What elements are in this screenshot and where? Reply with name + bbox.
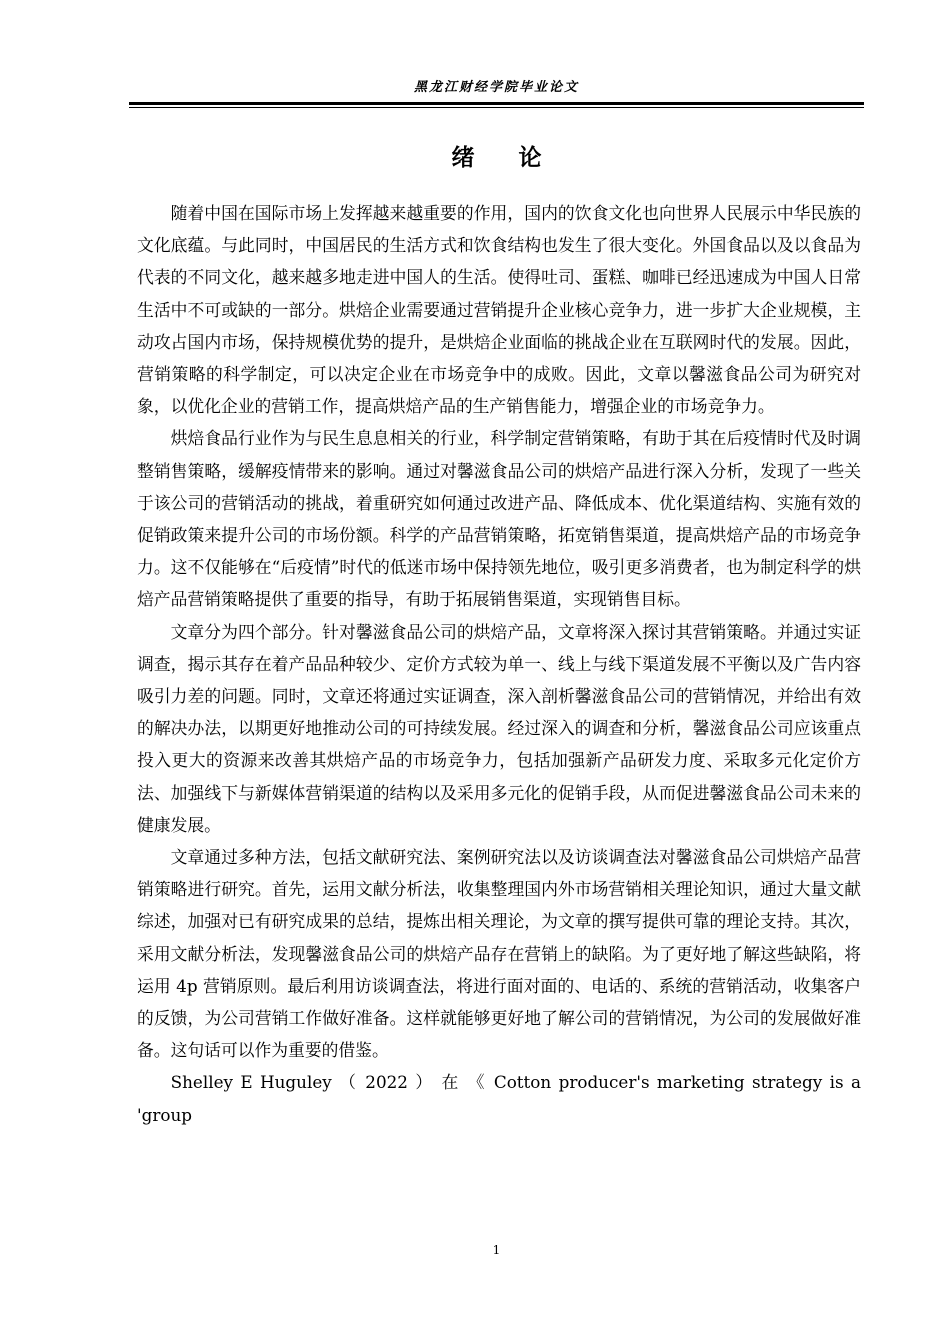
paragraph: Shelley E Huguley （ 2022 ） 在 《 Cotton producer's marketing strategy is a 'group: [137, 1072, 861, 1125]
page-number: 1: [492, 1243, 501, 1257]
paragraph: 烘焙食品行业作为与民生息息相关的行业，科学制定营销策略，有助于其在后疫情时代及时调整销售策略，缓解疫情带来的影响。通过对馨滋食品公司的烘焙产品进行深入分析，发现了一些关于该公司的营销活动的挑战，着重研究如何通过改进产品、降低成本、优化渠道结构、实施有效的促销政策来提升公司的市场份额。科学的产品营销策略，拓宽销售渠道，提高烘焙产品的市场竞争力。这不仅能够在“后疫情”时代的低迷市场中保持领先地位，吸引更多消费者，也为制定科学的烘焙产品营销策略提供了重要的指导，有助于拓展销售渠道，实现销售目标。: [137, 428, 861, 610]
header-rule-thin: [129, 107, 864, 108]
body-text: [137, 197, 861, 1131]
header-rule-thick: [129, 102, 864, 105]
paragraph: 随着中国在国际市场上发挥越来越重要的作用，国内的饮食文化也向世界人民展示中华民族的文化底蕴。与此同时，中国居民的生活方式和饮食结构也发生了很大变化。外国食品以及以食品为代表的不同文化，越来越多地走进中国人的生活。使得吐司、蛋糕、咖啡已经迅速成为中国人日常生活中不可或缺的一部分。烘焙企业需要通过营销提升企业核心竞争力，进一步扩大企业规模，主动攻占国内市场，保持规模优势的提升，是烘焙企业面临的挑战企业在互联网时代的发展。因此，营销策略的科学制定，可以决定企业在市场竞争中的成败。因此，文章以馨滋食品公司为研究对象，以优化企业的营销工作，提高烘焙产品的生产销售能力，增强企业的市场竞争力。: [137, 203, 861, 417]
paragraph: 文章分为四个部分。针对馨滋食品公司的烘焙产品，文章将深入探讨其营销策略。并通过实证调查，揭示其存在着产品品种较少、定价方式较为单一、线上与线下渠道发展不平衡以及广告内容吸引力差的问题。同时，文章还将通过实证调查，深入剖析馨滋食品公司的营销情况，并给出有效的解决办法，以期更好地推动公司的可持续发展。经过深入的调查和分析，馨滋食品公司应该重点投入更大的资源来改善其烘焙产品的市场竞争力，包括加强新产品研发力度、采取多元化定价方法、加强线下与新媒体营销渠道的结构以及采用多元化的促销手段，从而促进馨滋食品公司未来的健康发展。: [137, 621, 861, 835]
chapter-title: 绪论: [451, 144, 586, 171]
paragraph: 文章通过多种方法，包括文献研究法、案例研究法以及访谈调查法对馨滋食品公司烘焙产品营销策略进行研究。首先，运用文献分析法，收集整理国内外市场营销相关理论知识，通过大量文献综述，加强对已有研究成果的总结，提炼出相关理论，为文章的撰写提供可靠的理论支持。其次，采用文献分析法，发现馨滋食品公司的烘焙产品存在营销上的缺陷。为了更好地了解这些缺陷，将运用 4p 营销原则。最后利用访谈调查法，将进行面对面的、电话的、系统的营销活动，收集客户的反馈，为公司营销工作做好准备。这样就能够更好地了解公司的营销情况，为公司的发展做好准备。这句话可以作为重要的借鉴。: [137, 847, 861, 1061]
running-header: 黑龙江财经学院毕业论文: [413, 80, 579, 95]
